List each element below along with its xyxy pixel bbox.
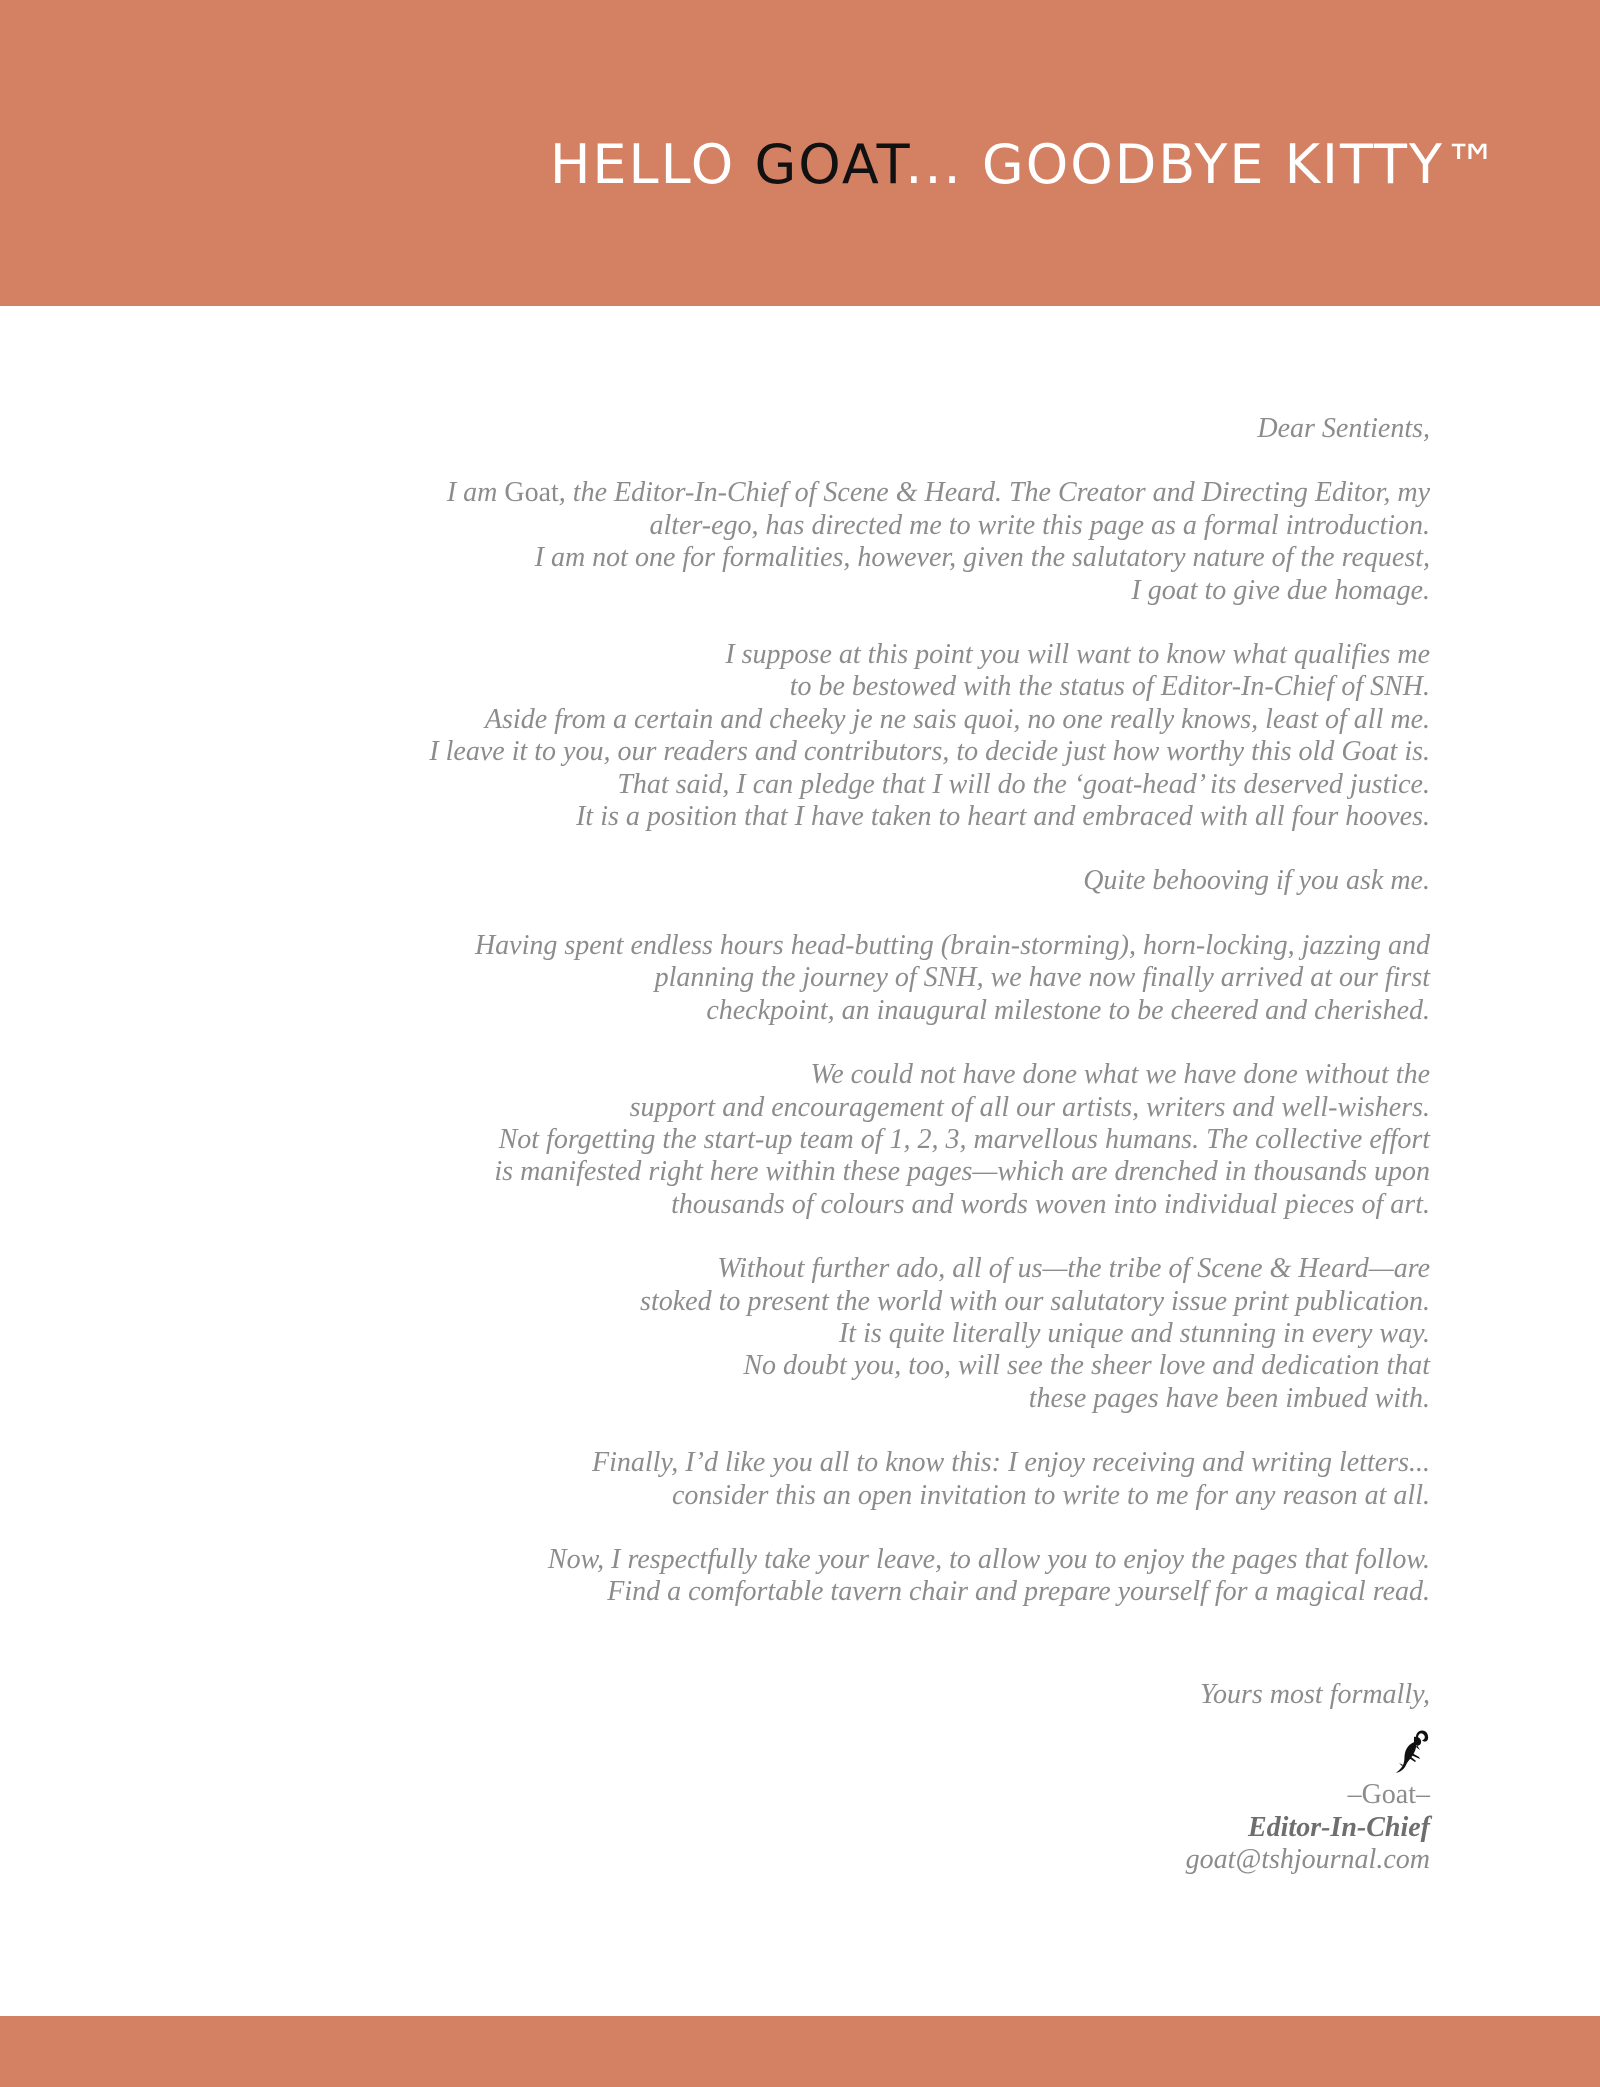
paragraph-6-line-2: stoked to present the world with our salutatory issue print publication. xyxy=(640,1285,1430,1317)
paragraph-6-line-5: these pages have been imbued with. xyxy=(1028,1382,1430,1414)
signature-email[interactable]: goat@tshjournal.com xyxy=(1185,1844,1430,1876)
paragraph-7-line-1: Finally, I’d like you all to know this: I enjoy receiving and writing letters... xyxy=(591,1447,1430,1479)
intro-name: Goat xyxy=(504,477,559,509)
paragraph-6 xyxy=(130,1253,1430,1415)
goat-icon-wrap xyxy=(1186,1727,1430,1775)
goat-icon xyxy=(1394,1727,1430,1775)
paragraph-1-line-4: I goat to give due homage. xyxy=(1131,574,1430,606)
paragraph-2-line-1: I suppose at this point you will want to know what qualifies me xyxy=(725,639,1430,671)
paragraph-2-line-2: to be bestowed with the status of Editor-In-Chief of SNH. xyxy=(789,671,1430,703)
paragraph-4 xyxy=(130,930,1430,1027)
paragraph-8 xyxy=(130,1544,1430,1609)
paragraph-2-line-4: I leave it to you, our readers and contributors, to decide just how worthy this old Goat is. xyxy=(429,736,1430,768)
paragraph-1-line-1 xyxy=(447,477,1430,508)
paragraph-2-line-3: Aside from a certain and cheeky je ne sais quoi, no one really knows, least of all me. xyxy=(484,703,1430,735)
signature-role: Editor-In-Chief xyxy=(1247,1811,1430,1843)
title-accent: GOAT xyxy=(754,133,906,196)
paragraph-8-line-1: Now, I respectfully take your leave, to allow you to enjoy the pages that follow. xyxy=(547,1543,1430,1575)
salutation: Dear Sentients, xyxy=(1257,413,1430,444)
paragraph-2 xyxy=(130,639,1430,833)
header-band xyxy=(0,0,1600,306)
paragraph-6-line-4: No doubt you, too, will see the sheer love and dedication that xyxy=(743,1350,1430,1382)
paragraph-7 xyxy=(130,1447,1430,1512)
letter-body xyxy=(130,413,1430,1641)
page-title xyxy=(549,133,1500,196)
footer-band xyxy=(0,2016,1600,2087)
paragraph-4-line-1: Having spent endless hours head-butting (brain-storming), horn-locking, jazzing and xyxy=(474,929,1430,961)
intro-prefix: I am xyxy=(446,477,505,509)
paragraph-4-line-2: planning the journey of SNH, we have now finally arrived at our first xyxy=(654,962,1430,994)
paragraph-7-line-2: consider this an open invitation to write to me for any reason at all. xyxy=(671,1479,1430,1511)
paragraph-5-line-3: Not forgetting the start-up team of 1, 2, 3, marvellous humans. The collective effort xyxy=(498,1123,1430,1155)
closing: Yours most formally, xyxy=(1199,1679,1430,1710)
paragraph-5-line-5: thousands of colours and words woven into individual pieces of art. xyxy=(671,1188,1430,1220)
paragraph-5 xyxy=(130,1059,1430,1221)
title-part-1: HELLO xyxy=(549,133,755,196)
paragraph-5-line-1: We could not have done what we have done without the xyxy=(810,1059,1430,1091)
paragraph-6-line-1: Without further ado, all of us—the tribe of Scene & Heard—are xyxy=(717,1253,1430,1285)
paragraph-5-line-4: is manifested right here within these pages—which are drenched in thousands upon xyxy=(494,1156,1430,1188)
paragraph-1 xyxy=(130,477,1430,607)
paragraph-5-line-2: support and encouragement of all our artists, writers and well-wishers. xyxy=(629,1091,1430,1123)
signature-name: –Goat– xyxy=(1347,1779,1430,1811)
paragraph-3 xyxy=(130,865,1430,897)
intro-rest: , the Editor-In-Chief of Scene & Heard. The Creator and Directing Editor, my xyxy=(558,477,1430,509)
paragraph-1-line-3: I am not one for formalities, however, given the salutatory nature of the request, xyxy=(534,542,1430,574)
title-part-2: ... GOODBYE KITTY™ xyxy=(905,133,1500,196)
signoff xyxy=(1186,1679,1430,1877)
paragraph-1-line-2: alter-ego, has directed me to write this page as a formal introduction. xyxy=(649,509,1430,541)
paragraph-2-line-6: It is a position that I have taken to heart and embraced with all four hooves. xyxy=(576,801,1430,833)
paragraph-4-line-3: checkpoint, an inaugural milestone to be cheered and cherished. xyxy=(706,994,1430,1026)
paragraph-3-line-1: Quite behooving if you ask me. xyxy=(1083,865,1430,897)
paragraph-8-line-2: Find a comfortable tavern chair and prepare yourself for a magical read. xyxy=(607,1576,1430,1608)
paragraph-6-line-3: It is quite literally unique and stunning in every way. xyxy=(838,1317,1430,1349)
paragraph-2-line-5: That said, I can pledge that I will do the ‘goat-head’ its deserved justice. xyxy=(617,768,1430,800)
